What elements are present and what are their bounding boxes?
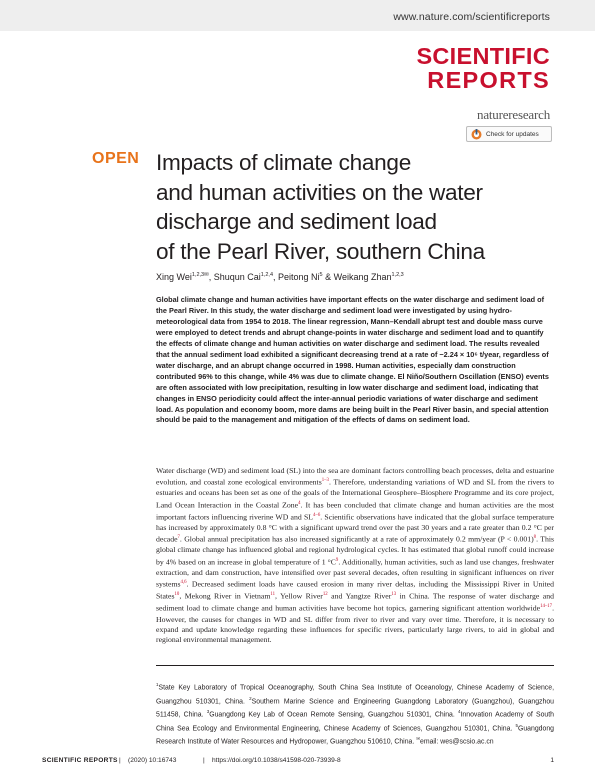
footer-separator: |: [119, 757, 121, 764]
body-text-run: and Yangtze River: [327, 592, 392, 602]
journal-logo-line2: REPORTS: [427, 67, 550, 93]
body-text-run: . Additionally, human activities, such as land use changes, freshwater extraction, and dam construction, have intensified over past several decades, often resulting in significant influences on river systems: [156, 557, 554, 589]
page-footer: [42, 757, 554, 769]
journal-logo-line1: SCIENTIFIC: [416, 43, 550, 69]
body-text-run: , Yellow River: [275, 592, 323, 602]
corresponding-email-link[interactable]: email: wes@scsio.ac.cn: [420, 738, 494, 746]
citation-link[interactable]: 8: [533, 535, 537, 541]
citation-link[interactable]: 7: [177, 535, 180, 541]
article-title: [156, 148, 576, 266]
citation-link[interactable]: 11: [270, 592, 275, 598]
body-text-run: . Therefore, understanding variations of WD and SL from the rivers to estuaries and oceans has been set as one of the goals of the International Geosphere–Biosphere Programme and its core project, Land Ocean Interaction in the Coastal Zone: [156, 478, 554, 510]
author-affiliation-marker: 1,2,3✉: [191, 272, 209, 278]
author-affiliation-marker: 1,2,3: [391, 272, 404, 278]
affiliation-marker: 3: [206, 709, 210, 715]
title-line: of the Pearl River, southern China: [156, 238, 485, 264]
citation-link[interactable]: 13: [391, 592, 397, 598]
author-name[interactable]: Peitong Ni: [278, 272, 320, 282]
affiliations: [156, 680, 554, 748]
affiliation-text: Guangdong Key Lab of Ocean Remote Sensing, Guangzhou 510301, China.: [209, 711, 458, 719]
affiliation-text: State Key Laboratory of Tropical Oceanography, South China Sea Institute of Oceanology, Chinese Academy of Science, Guangzhou 510301, China.: [156, 684, 554, 705]
check-for-updates-button[interactable]: [466, 126, 552, 142]
footer-journal-name: SCIENTIFIC REPORTS: [42, 757, 118, 764]
citation-link[interactable]: 4–6: [313, 512, 321, 518]
citation-link[interactable]: 4: [298, 500, 301, 506]
footer-volume-ref: (2020) 10:16743: [128, 757, 177, 764]
open-access-badge: OPEN: [92, 150, 140, 167]
check-updates-label: Check for updates: [486, 130, 539, 138]
author-separator: ,: [273, 272, 279, 282]
abstract: Global climate change and human activities have important effects on the water discharge and sediment load of the Pearl River. In this study, the water discharge and sediment load were investigated by using hydro-meteorological data from 1954 to 2018. The linear regression, Mann–Kendall abrupt test and double mass curve were employed to detect trends and abrupt change-points in water discharge and sediment load and to quantify the effects of climate change and human activities on water discharge and sediment load. The results revealed that the annual sediment load exhibited a significant decreasing trend at a rate of −2.24 × 10⁶ t/year, regardless of water discharge, and an abrupt change occurred in 1998. Human activities, especially dam construction contributed 96% to this change, while 4% was due to climate change. El Niño/Southern Oscillation (ENSO) events are often associated with low precipitation, resulting in low water discharge and sediment load, indicating that changes in ENSO periodicity could affect the inter-annual periodic variations of water discharge and sediment load. As population and economy boom, more dams are being built in the Pearl River basin, and special attention should be paid to the management and mitigation of the effects of dams on sediment load.: [156, 295, 549, 425]
body-text-run: Water discharge (WD) and sediment load (SL) into the sea are dominant factors controlling beach processes, delta and estuarine evolution, and coastal zone ecological environments: [156, 466, 554, 488]
author-list: [156, 272, 556, 282]
body-text-run: . It has been concluded that climate change and human activities are the most important factors influencing riverine WD and SL: [156, 500, 554, 522]
affiliation-marker: 5: [515, 722, 518, 728]
affiliation-text: Innovation Academy of South China Sea Ecology and Environmental Engineering, Chinese Academy of Sciences, Guangzhou 510301, China.: [156, 711, 554, 733]
body-text-run: in China. The response of water discharge and sediment load to climate change and human activities have become hot topics, garnering significant attention worldwide: [156, 592, 554, 614]
title-line: discharge and sediment load: [156, 209, 437, 234]
header-url-bar: [0, 0, 595, 31]
affiliation-text: Guangdong Research Institute of Water Resources and Hydropower, Guangzhou 510610, China.: [156, 725, 554, 746]
affiliation-marker: 4: [458, 709, 461, 715]
affiliation-marker: 1: [156, 682, 159, 687]
title-line: Impacts of climate change: [156, 150, 411, 175]
body-text-run: . Global annual precipitation has also increased significantly at a rate of approximately 0.2 mm/year (P < 0.001): [179, 535, 534, 545]
body-text-run: . Decreased sediment loads have caused erosion in many river deltas, including the Mississippi River in United States: [156, 580, 554, 602]
body-text-run: . However, the causes for changes in WD and SL differ from river to river and vary over time. Therefore, it is necessary to expand and update knowledge regarding these influences for specific rivers, particularly large rivers, to aid in global and regional environmental management.: [156, 604, 554, 645]
citation-link[interactable]: 1–3: [321, 478, 329, 484]
footer-separator: |: [203, 757, 205, 764]
citation-link[interactable]: 10: [174, 592, 180, 598]
check-updates-icon: [471, 129, 482, 140]
affiliation-text: Southern Marine Science and Engineering Guangdong Laboratory (Guangzhou), Guangzhou 511458, China.: [156, 697, 555, 719]
title-line: and human activities on the water: [156, 179, 483, 205]
body-text-run: . This global climate change has influenced global and regional hydrological cycles. It has estimated that global runoff could increase by 4% based on an increase in global temperature of 1 °C: [156, 535, 555, 567]
citation-link[interactable]: 4,6: [180, 580, 187, 586]
introduction-paragraph: [156, 466, 554, 646]
affiliation-marker: 2: [249, 695, 252, 701]
author-affiliation-marker: 1,2,4: [260, 272, 273, 278]
author-separator: ,: [208, 272, 214, 282]
author-affiliation-marker: 5: [319, 272, 323, 278]
author-name[interactable]: Weikang Zhan: [333, 272, 392, 282]
author-name[interactable]: Shuqun Cai: [213, 272, 261, 282]
affiliation-divider: [156, 665, 554, 666]
author-name[interactable]: Xing Wei: [156, 272, 192, 282]
publisher-name: natureresearch: [477, 107, 550, 122]
email-icon: ✉: [416, 736, 420, 742]
body-text-run: , Mekong River in Vietnam: [179, 592, 271, 602]
citation-link[interactable]: 9: [335, 557, 339, 563]
doi-link[interactable]: https://doi.org/10.1038/s41598-020-73939-8: [212, 757, 341, 764]
citation-link[interactable]: 14–17: [540, 604, 553, 610]
journal-url-link[interactable]: www.nature.com/scientificreports: [393, 11, 550, 23]
body-text-run: . Scientific observations have indicated that the global surface temperature has increased by approximately 0.8 °C with a significant upward trend over the past 30 years and a rate greater than 0.2 °C per decade: [156, 512, 554, 545]
journal-logo[interactable]: [416, 44, 550, 93]
citation-link[interactable]: 12: [322, 592, 328, 598]
author-separator: &: [322, 272, 334, 282]
page-number: 1: [550, 757, 554, 764]
